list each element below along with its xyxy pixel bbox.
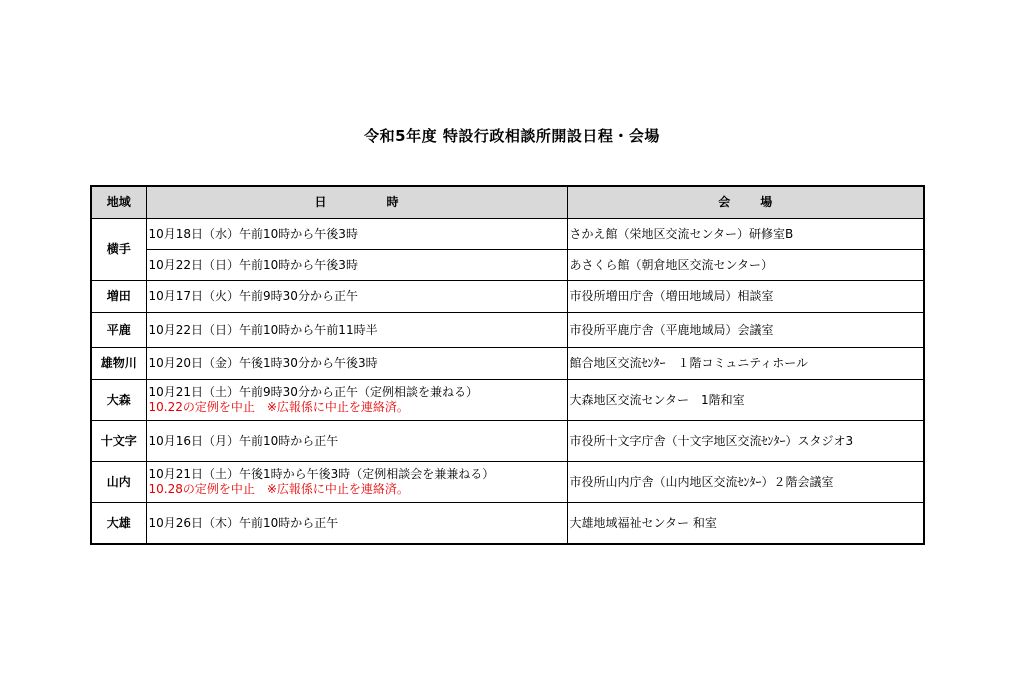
area-cell: 十文字 (91, 421, 146, 462)
date-text: 10月21日（土）午後1時から午後3時（定例相談会を兼兼ねる） (148, 467, 495, 481)
table-row (91, 380, 924, 421)
table-row (91, 219, 924, 250)
header-datetime (146, 186, 567, 219)
date-cell (146, 380, 567, 421)
header-datetime-b: 時 (386, 195, 399, 209)
table-header-row (91, 186, 924, 219)
date-cell (146, 462, 567, 503)
date-text: 10月21日（土）午前9時30分から正午（定例相談を兼ねる） (148, 385, 478, 399)
table-row (91, 462, 924, 503)
date-cell: 10月22日（日）午前10時から午前11時半 (146, 313, 567, 348)
date-cell: 10月18日（水）午前10時から午後3時 (146, 219, 567, 250)
cancellation-note: 10.28の定例を中止 ※広報係に中止を連絡済。 (148, 482, 409, 496)
area-cell: 大森 (91, 380, 146, 421)
area-cell: 増田 (91, 281, 146, 313)
header-venue-b: 場 (760, 195, 773, 209)
date-cell: 10月20日（金）午後1時30分から午後3時 (146, 348, 567, 380)
header-venue-a: 会 (718, 195, 731, 209)
venue-cell: 市役所十文字庁舎（十文字地区交流ｾﾝﾀｰ）スタジオ3 (567, 421, 924, 462)
venue-cell: 大森地区交流センター 1階和室 (567, 380, 924, 421)
header-datetime-a: 日 (314, 195, 327, 209)
table-row (91, 281, 924, 313)
page-title: 令和5年度 特設行政相談所開設日程・会場 (364, 127, 660, 145)
header-venue (567, 186, 924, 219)
table-row (91, 313, 924, 348)
date-cell: 10月17日（火）午前9時30分から正午 (146, 281, 567, 313)
venue-cell: さかえ館（栄地区交流センター）研修室B (567, 219, 924, 250)
area-cell: 平鹿 (91, 313, 146, 348)
venue-cell: 市役所平鹿庁舎（平鹿地域局）会議室 (567, 313, 924, 348)
table-row (91, 503, 924, 545)
schedule-table (90, 185, 925, 545)
date-cell: 10月16日（月）午前10時から正午 (146, 421, 567, 462)
venue-cell: 市役所山内庁舎（山内地区交流ｾﾝﾀｰ）２階会議室 (567, 462, 924, 503)
date-cell: 10月22日（日）午前10時から午後3時 (146, 250, 567, 281)
cancellation-note: 10.22の定例を中止 ※広報係に中止を連絡済。 (148, 400, 409, 414)
venue-cell: 大雄地域福祉センター 和室 (567, 503, 924, 545)
table-row (91, 421, 924, 462)
table-row (91, 250, 924, 281)
header-area: 地域 (91, 186, 146, 219)
area-cell: 横手 (91, 219, 146, 281)
area-cell: 大雄 (91, 503, 146, 545)
venue-cell: あさくら館（朝倉地区交流センター） (567, 250, 924, 281)
venue-cell: 市役所増田庁舎（増田地域局）相談室 (567, 281, 924, 313)
area-cell: 雄物川 (91, 348, 146, 380)
area-cell: 山内 (91, 462, 146, 503)
venue-cell: 館合地区交流ｾﾝﾀｰ １階コミュニティホール (567, 348, 924, 380)
table-row (91, 348, 924, 380)
date-cell: 10月26日（木）午前10時から正午 (146, 503, 567, 545)
